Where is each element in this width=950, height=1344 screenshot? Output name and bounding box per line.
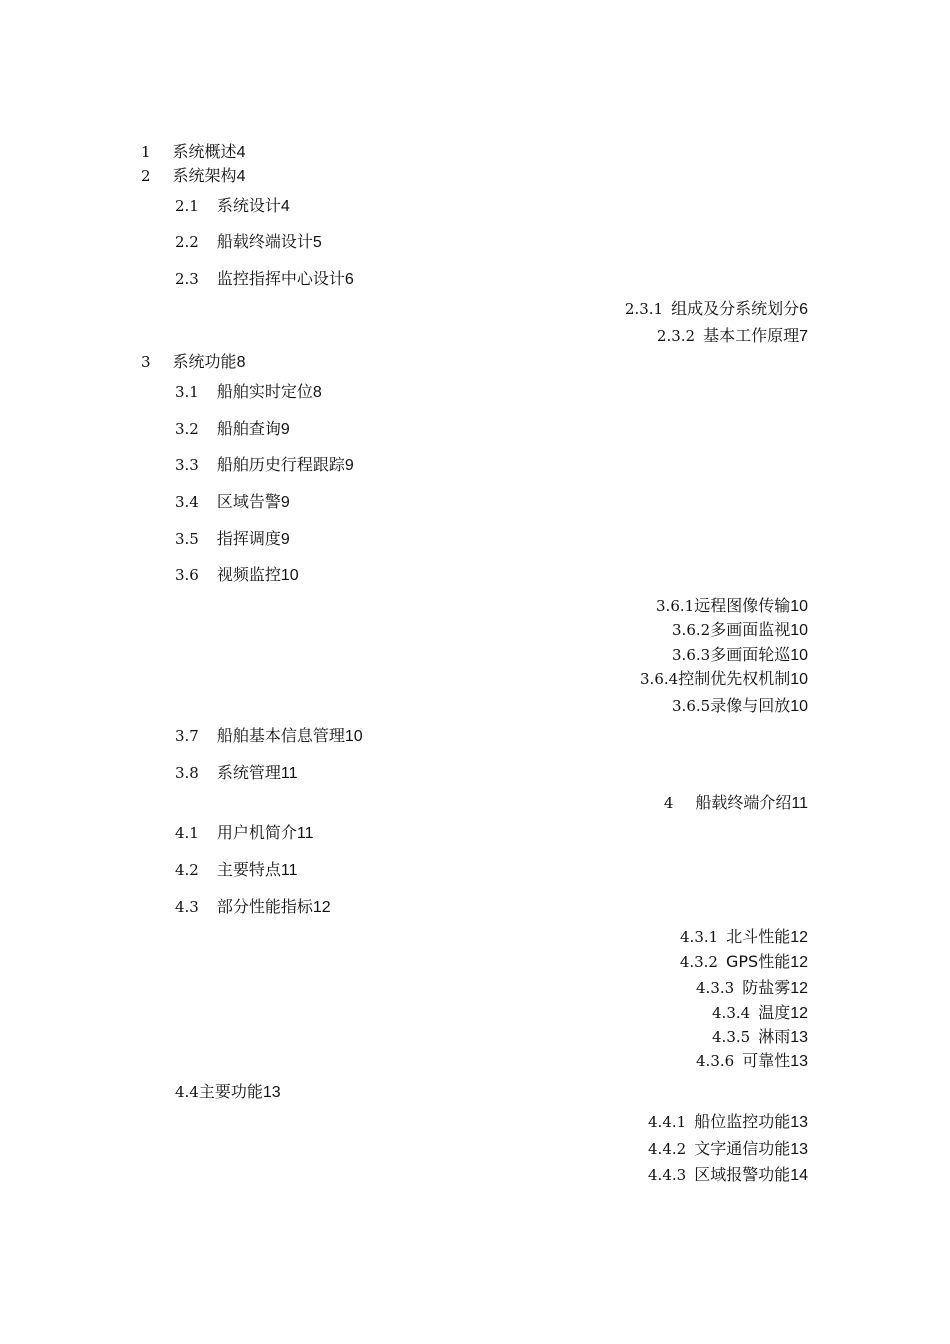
toc-page: 6	[799, 301, 808, 318]
toc-page: 9	[280, 421, 290, 438]
toc-title: 系统管理	[216, 763, 281, 782]
toc-title: 控制优先权机制	[678, 669, 791, 688]
toc-number: 4.1	[175, 824, 199, 842]
toc-entry-3-1[interactable]	[175, 382, 322, 403]
toc-page: 4	[236, 144, 246, 161]
toc-number: 4.2	[175, 861, 199, 879]
toc-page: 12	[790, 929, 808, 946]
toc-entry-4-3[interactable]	[175, 897, 331, 918]
toc-entry-3-7[interactable]	[175, 726, 363, 747]
toc-title: 监控指挥中心设计	[216, 269, 345, 288]
toc-entry-4-3-4[interactable]	[712, 1003, 808, 1024]
toc-page: 4	[280, 198, 290, 215]
toc-page: 12	[790, 980, 808, 997]
toc-title: GPS性能	[725, 952, 791, 971]
toc-page: 13	[790, 1114, 808, 1131]
toc-title: 组成及分系统划分	[671, 299, 800, 318]
toc-entry-1[interactable]	[141, 142, 245, 163]
toc-entry-2-3-1[interactable]	[625, 299, 808, 320]
toc-page: 12	[790, 954, 808, 971]
toc-entry-4-3-1[interactable]	[680, 927, 808, 948]
toc-page: 5	[312, 234, 322, 251]
toc-entry-3-6-1[interactable]	[656, 596, 808, 617]
toc-page: 13	[790, 1141, 808, 1158]
toc-title: 基本工作原理	[703, 326, 800, 345]
toc-title: 淋雨	[758, 1027, 791, 1046]
toc-number: 3.4	[175, 493, 199, 511]
toc-title: 用户机简介	[216, 823, 297, 842]
toc-title: 主要功能	[198, 1082, 263, 1101]
toc-number: 3.6.3	[672, 646, 711, 664]
toc-title: 船载终端介绍	[695, 793, 792, 812]
toc-number: 4.3.1	[680, 928, 719, 946]
toc-number: 3.6	[175, 566, 199, 584]
toc-number: 3.8	[175, 764, 199, 782]
toc-entry-2-3[interactable]	[175, 269, 354, 290]
toc-entry-2-3-2[interactable]	[657, 326, 808, 347]
toc-entry-4-4-2[interactable]	[648, 1139, 808, 1160]
toc-entry-3-5[interactable]	[175, 529, 290, 550]
toc-page: 9	[344, 457, 354, 474]
toc-number: 3.6.5	[672, 697, 711, 715]
toc-entry-3-8[interactable]	[175, 763, 297, 784]
toc-number: 3.5	[175, 530, 199, 548]
toc-page: 11	[280, 765, 298, 782]
toc-title: 防盐雾	[742, 978, 791, 997]
toc-title: 船舶查询	[216, 419, 281, 438]
toc-title: 船舶基本信息管理	[216, 726, 345, 745]
toc-title: 船载终端设计	[216, 232, 313, 251]
toc-title: 船舶历史行程跟踪	[216, 455, 345, 474]
toc-title: 系统功能	[172, 352, 237, 371]
toc-number: 2	[141, 167, 151, 185]
toc-entry-4-1[interactable]	[175, 823, 313, 844]
toc-number: 2.3.1	[624, 300, 664, 318]
toc-page: 13	[790, 1053, 808, 1070]
toc-number: 4.4	[175, 1083, 199, 1101]
toc-page: 12	[790, 1005, 808, 1022]
toc-number: 2.1	[175, 197, 199, 215]
toc-title: 船位监控功能	[694, 1112, 791, 1131]
toc-page: 8	[236, 354, 246, 371]
toc-number: 4.3.2	[679, 953, 718, 971]
toc-page: 14	[790, 1167, 808, 1184]
toc-page: 10	[344, 728, 363, 745]
toc-number: 2.3	[175, 270, 199, 288]
toc-title: 多画面轮巡	[710, 645, 791, 664]
toc-entry-4-2[interactable]	[175, 860, 297, 881]
toc-entry-3-6-5[interactable]	[672, 696, 808, 717]
toc-page: 4	[236, 168, 246, 185]
toc-title: 录像与回放	[710, 696, 791, 715]
toc-title: 远程图像传输	[694, 596, 791, 615]
toc-page: 11	[280, 862, 298, 879]
toc-title: 温度	[758, 1003, 791, 1022]
toc-number: 4.3.6	[696, 1052, 735, 1070]
toc-page: 10	[790, 622, 808, 639]
toc-entry-2-2[interactable]	[175, 232, 322, 253]
toc-number: 3.2	[175, 420, 199, 438]
toc-entry-3-3[interactable]	[175, 455, 354, 476]
toc-title: 部分性能指标	[216, 897, 313, 916]
toc-page: 12	[312, 899, 331, 916]
toc-entry-4-4-1[interactable]	[648, 1112, 808, 1133]
toc-title: 视频监控	[216, 565, 281, 584]
toc-page: 10	[790, 647, 808, 664]
toc-number: 3.1	[175, 383, 199, 401]
toc-entry-3-6-3[interactable]	[672, 645, 808, 666]
toc-page: 10	[790, 671, 808, 688]
toc-entry-2-1[interactable]	[175, 196, 290, 217]
toc-page: 11	[296, 825, 314, 842]
toc-page: 8	[312, 384, 322, 401]
toc-title: 系统架构	[172, 166, 237, 185]
toc-number: 3.6.4	[640, 670, 679, 688]
toc-entry-4-4-3[interactable]	[648, 1165, 808, 1186]
toc-number: 4.3.4	[712, 1004, 751, 1022]
toc-title: 多画面监视	[710, 620, 791, 639]
toc-number: 3.7	[175, 727, 199, 745]
toc-page: 13	[790, 1029, 808, 1046]
toc-page: 9	[280, 494, 290, 511]
toc-number: 3.3	[175, 456, 199, 474]
toc-title: 区域告警	[216, 492, 281, 511]
toc-title: 文字通信功能	[694, 1139, 791, 1158]
toc-number: 2.3.2	[656, 327, 696, 345]
toc-title: 主要特点	[216, 860, 281, 879]
toc-number: 4.4.2	[648, 1140, 687, 1158]
toc-entry-3[interactable]	[141, 352, 245, 373]
toc-page: 10	[790, 698, 808, 715]
toc-title: 北斗性能	[726, 927, 791, 946]
toc-title: 指挥调度	[216, 529, 281, 548]
toc-entry-3-6-4[interactable]	[640, 669, 808, 690]
toc-number: 2.2	[175, 233, 199, 251]
toc-entry-4[interactable]	[664, 793, 808, 814]
toc-entry-4-3-5[interactable]	[712, 1027, 808, 1048]
toc-entry-3-6-2[interactable]	[672, 620, 808, 641]
toc-number: 3.6.1	[656, 597, 695, 615]
toc-title: 系统概述	[172, 142, 237, 161]
toc-entry-3-6[interactable]	[175, 565, 299, 586]
toc-page: 11	[791, 795, 808, 812]
toc-number: 4.4.3	[648, 1166, 687, 1184]
toc-page: 9	[280, 531, 290, 548]
toc-number: 1	[141, 143, 151, 161]
toc-page: 10	[790, 598, 808, 615]
toc-number: 4	[663, 794, 674, 812]
toc-page: 13	[262, 1084, 281, 1101]
toc-number: 4.3.3	[696, 979, 735, 997]
toc-entry-4-4[interactable]	[175, 1082, 281, 1103]
toc-page: 10	[280, 567, 299, 584]
toc-entry-4-3-3[interactable]	[696, 978, 808, 999]
toc-entry-3-2[interactable]	[175, 419, 290, 440]
toc-entry-4-3-2[interactable]	[680, 952, 808, 973]
toc-title: 可靠性	[742, 1051, 791, 1070]
toc-number: 4.3	[175, 898, 199, 916]
toc-entry-4-3-6[interactable]	[696, 1051, 808, 1072]
toc-number: 4.3.5	[712, 1028, 751, 1046]
toc-entry-3-4[interactable]	[175, 492, 290, 513]
toc-title: 区域报警功能	[694, 1165, 791, 1184]
toc-number: 3	[141, 353, 151, 371]
toc-page: 6	[344, 271, 354, 288]
toc-page: 7	[799, 328, 808, 345]
toc-title: 系统设计	[216, 196, 281, 215]
toc-entry-2[interactable]	[141, 166, 245, 187]
toc-number: 3.6.2	[672, 621, 711, 639]
toc-number: 4.4.1	[648, 1113, 687, 1131]
toc-title: 船舶实时定位	[216, 382, 313, 401]
